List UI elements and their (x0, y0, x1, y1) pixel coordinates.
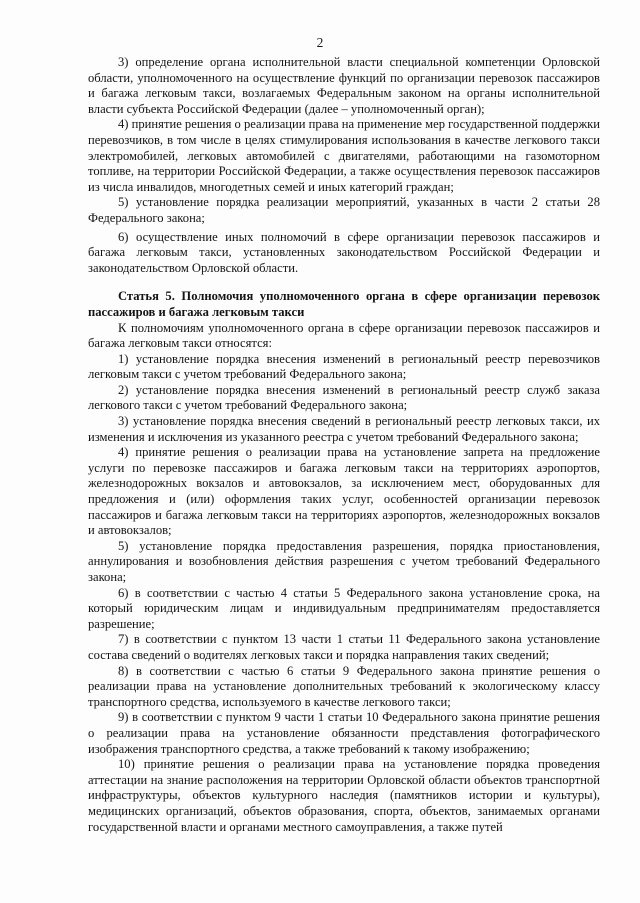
article-5-intro: К полномочиям уполномоченного органа в сфере организации перевозок пассажиров и багажа легковым такси относятся: (88, 320, 600, 351)
article-5-item-4: 4) принятие решения о реализации права на установление запрета на предложение услуги по перевозке пассажиров и багажа легковым такси на территориях аэропортов, железнодорожных вокзалов и автовокзалов, за исключением мест, оборудованных для предложения и (или) оформления таких услуг, особенностей организации перевозок пассажиров и багажа легковым такси на территориях аэропортов, железнодорожных вокзалов и автовокзалов; (88, 445, 600, 538)
article-5-item-10: 10) принятие решения о реализации права на установление порядка проведения аттестации на знание расположения на территории Орловской области объектов транспортной инфраструктуры, объектов культурного наследия (памятников истории и культуры), медицинских организаций, объектов образования, спорта, объектов, занимаемых органами государственной власти и органами местного самоуправления, а также путей (88, 757, 600, 834)
article-5-item-8: 8) в соответствии с частью 6 статьи 9 Федерального закона принятие решения о реализации права на установление дополнительных требований к экологическому классу транспортного средства, используемого в качестве легкового такси; (88, 663, 600, 709)
article-5-title: Статья 5. Полномочия уполномоченного органа в сфере организации перевозок пассажиров и багажа легковым такси (88, 289, 600, 319)
article-5-item-5: 5) установление порядка предоставления разрешения, порядка приостановления, аннулирования и возобновления действия разрешения с учетом требований Федерального закона; (88, 538, 600, 584)
article-5-item-6: 6) в соответствии с частью 4 статьи 5 Федерального закона установление срока, на который юридическим лицам и индивидуальным предпринимателям предоставляется разрешение; (88, 585, 600, 631)
page-number: 2 (316, 35, 324, 50)
paragraph-item-3: 3) определение органа исполнительной власти специальной компетенции Орловской области, уполномоченного на осуществление функций по организации перевозок пассажиров и багажа легковым такси, возлагаемых Федеральным законом на органы исполнительной власти субъекта Российской Федерации (далее – уполномоченный орган); (88, 55, 600, 116)
paragraph-item-6: 6) осуществление иных полномочий в сфере организации перевозок пассажиров и багажа легковым такси, установленных законодательством Российской Федерации и законодательством Орловской области. (88, 229, 600, 275)
document-body (88, 55, 600, 835)
article-5-item-1: 1) установление порядка внесения изменений в региональный реестр перевозчиков легковым такси с учетом требований Федерального закона; (88, 351, 600, 382)
article-5-item-2: 2) установление порядка внесения изменений в региональный реестр служб заказа легкового такси с учетом требований Федерального закона; (88, 382, 600, 413)
paragraph-item-5: 5) установление порядка реализации мероприятий, указанных в части 2 статьи 28 Федерального закона; (88, 195, 600, 225)
paragraph-item-4: 4) принятие решения о реализации права на применение мер государственной поддержки перевозчиков, в том числе в целях стимулирования использования в качестве легкового такси электромобилей, легковых автомобилей с двигателями, работающими на газомоторном топливе, на территории Российской Федерации, а также осуществления перевозок пассажиров из числа инвалидов, многодетных семей и иных категорий граждан; (88, 117, 601, 194)
article-5-item-9: 9) в соответствии с пунктом 9 части 1 статьи 10 Федерального закона принятие решения о реализации права на установление обязанности представления фотографического изображения транспортного средства, а также требований к такому изображению; (88, 710, 600, 756)
article-5-item-7: 7) в соответствии с пунктом 13 части 1 статьи 11 Федерального закона установление состава сведений о водителях легковых такси и порядка направления таких сведений; (88, 632, 600, 662)
article-5-item-3: 3) установление порядка внесения сведений в региональный реестр легковых такси, их изменения и исключения из указанного реестра с учетом требований Федерального закона; (88, 414, 600, 444)
